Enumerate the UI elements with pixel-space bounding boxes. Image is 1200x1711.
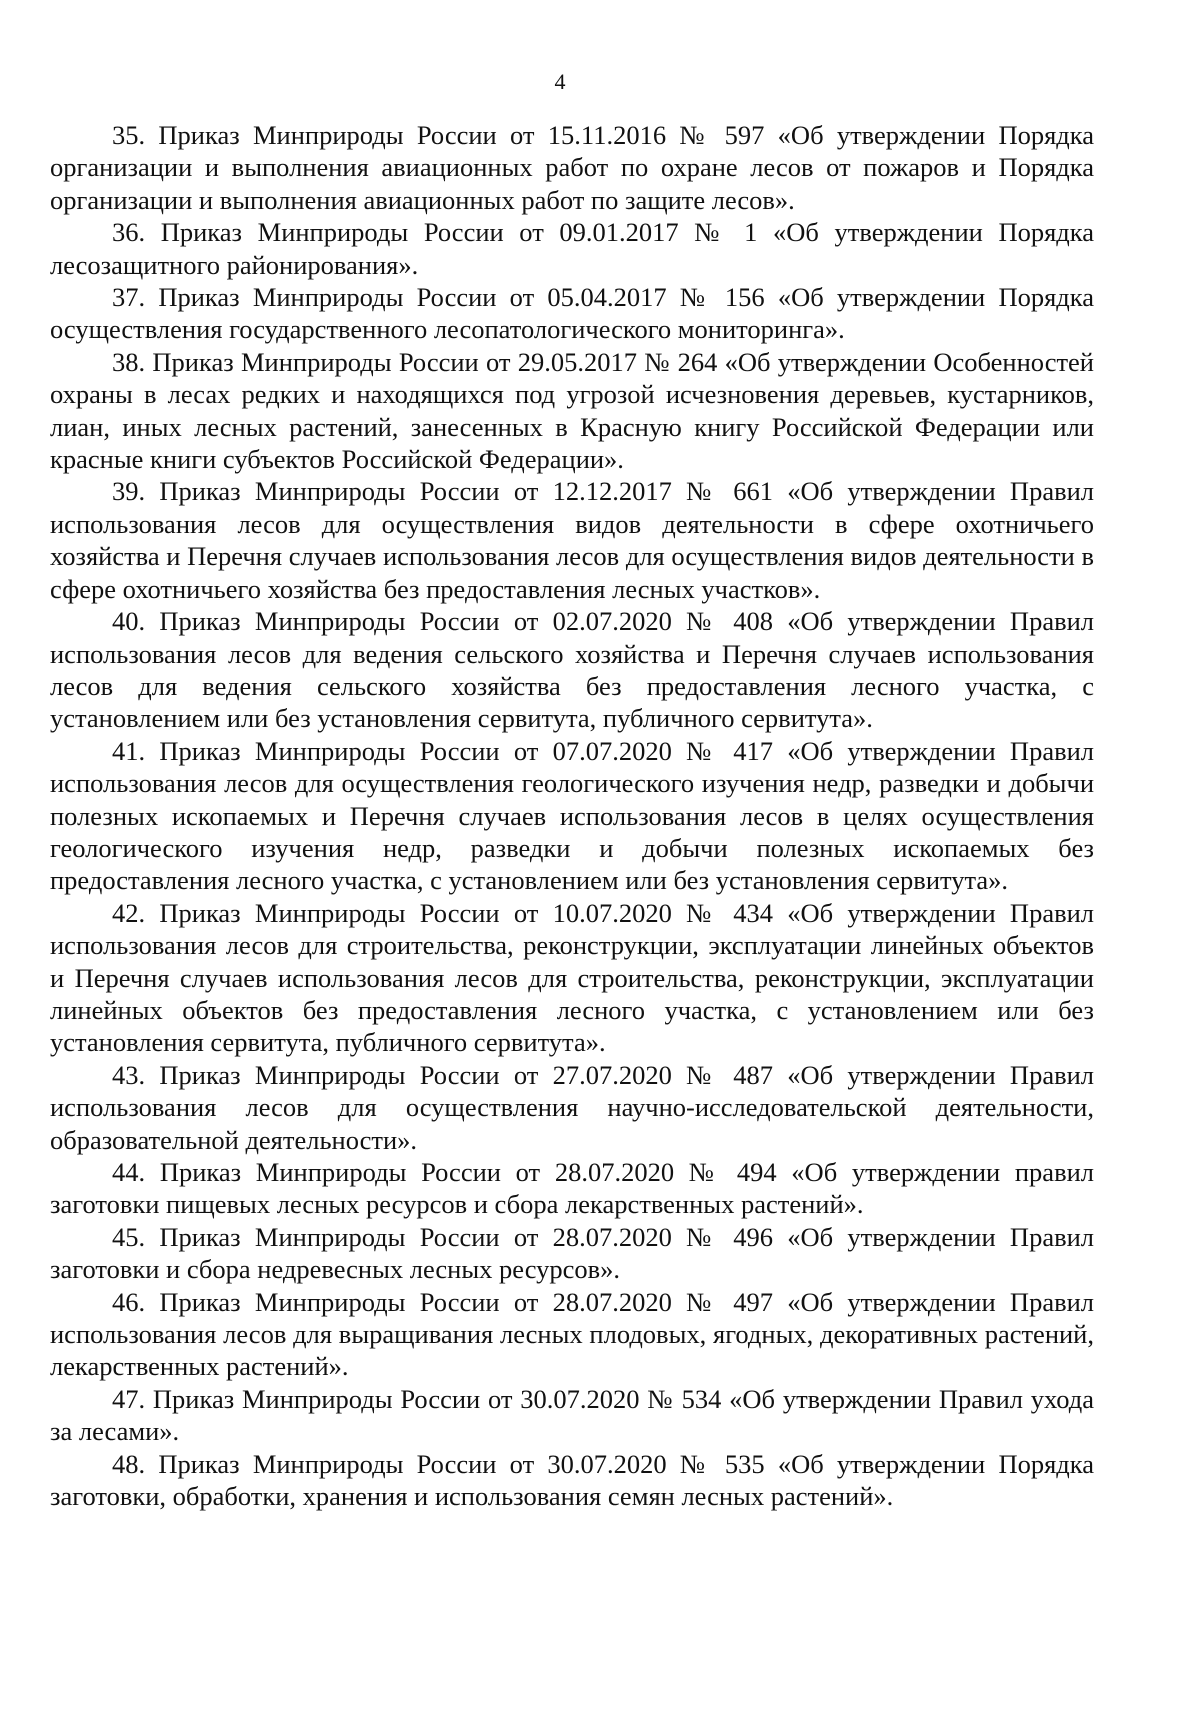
list-item: 37. Приказ Минприроды России от 05.04.2017 № 156 «Об утверждении Порядка осуществления государственного лесопатологического мониторинга». <box>50 282 1094 345</box>
list-item: 35. Приказ Минприроды России от 15.11.2016 № 597 «Об утверждении Порядка организации и выполнения авиационных работ по охране лесов от пожаров и Порядка организации и выполнения авиационных работ по защите лесов». <box>50 120 1094 215</box>
page-number: 4 <box>554 69 566 94</box>
list-item: 47. Приказ Минприроды России от 30.07.2020 № 534 «Об утверждении Правил ухода за лесами». <box>50 1383 1094 1447</box>
list-item: 36. Приказ Минприроды России от 09.01.2017 № 1 «Об утверждении Порядка лесозащитного районирования». <box>50 217 1094 280</box>
list-item: 41. Приказ Минприроды России от 07.07.2020 № 417 «Об утверждении Правил использования лесов для осуществления геологического изучения недр, разведки и добычи полезных ископаемых и Перечня случаев использования лесов в целях осуществления геологического изучения недр, разведки и добычи полезных ископаемых без предоставления лесного участка, с установлением или без установления сервитута». <box>50 735 1094 896</box>
list-item: 39. Приказ Минприроды России от 12.12.2017 № 661 «Об утверждении Правил использования лесов для осуществления видов деятельности в сфере охотничьего хозяйства и Перечня случаев использования лесов для осуществления видов деятельности в сфере охотничьего хозяйства без предоставления лесных участков». <box>50 476 1094 604</box>
list-item: 40. Приказ Минприроды России от 02.07.2020 № 408 «Об утверждении Правил использования лесов для ведения сельского хозяйства и Перечня случаев использования лесов для ведения сельского хозяйства без предоставления лесного участка, с установлением или без установления сервитута, публичного сервитута». <box>50 606 1094 734</box>
document-body <box>50 119 1094 1512</box>
list-item: 48. Приказ Минприроды России от 30.07.2020 № 535 «Об утверждении Порядка заготовки, обработки, хранения и использования семян лесных растений». <box>50 1448 1094 1512</box>
list-item: 45. Приказ Минприроды России от 28.07.2020 № 496 «Об утверждении Правил заготовки и сбора недревесных лесных ресурсов». <box>50 1221 1094 1285</box>
list-item: 43. Приказ Минприроды России от 27.07.2020 № 487 «Об утверждении Правил использования лесов для осуществления научно-исследовательской деятельности, образовательной деятельности». <box>50 1059 1094 1155</box>
list-item: 44. Приказ Минприроды России от 28.07.2020 № 494 «Об утверждении правил заготовки пищевых лесных ресурсов и сбора лекарственных растений». <box>50 1157 1094 1220</box>
list-item: 42. Приказ Минприроды России от 10.07.2020 № 434 «Об утверждении Правил использования лесов для строительства, реконструкции, эксплуатации линейных объектов и Перечня случаев использования лесов для строительства, реконструкции, эксплуатации линейных объектов без предоставления лесного участка, с установлением или без установления сервитута, публичного сервитута». <box>50 897 1094 1058</box>
list-item: 38. Приказ Минприроды России от 29.05.2017 № 264 «Об утверждении Особенностей охраны в лесах редких и находящихся под угрозой исчезновения деревьев, кустарников, лиан, иных лесных растений, занесенных в Красную книгу Российской Федерации или красные книги субъектов Российской Федерации». <box>50 346 1094 475</box>
list-item: 46. Приказ Минприроды России от 28.07.2020 № 497 «Об утверждении Правил использования лесов для выращивания лесных плодовых, ягодных, декоративных растений, лекарственных растений». <box>50 1286 1094 1382</box>
